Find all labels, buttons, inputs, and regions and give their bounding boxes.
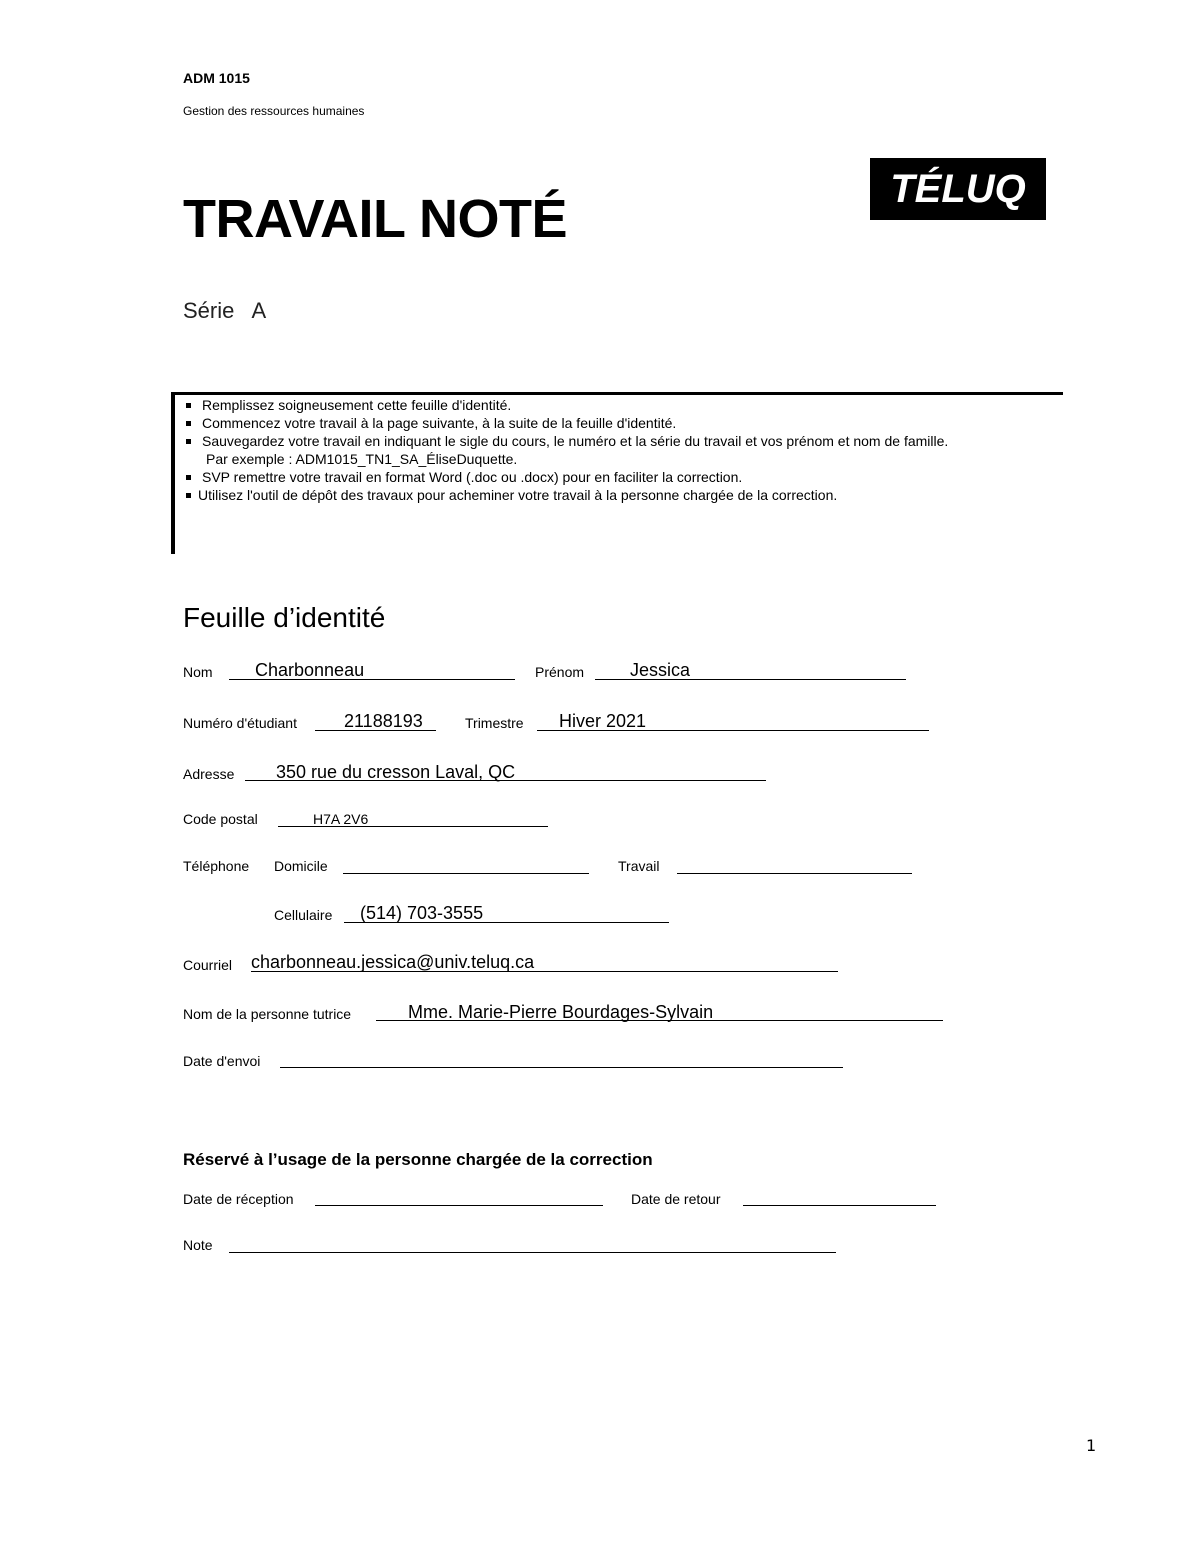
work-phone-line [677, 873, 912, 874]
instructions-list [186, 396, 948, 504]
first-name-field[interactable]: Jessica [630, 660, 691, 680]
bullet-icon [186, 421, 191, 426]
cell-phone-field[interactable]: (514) 703-3555 [360, 903, 484, 923]
student-number-label: Numéro d'étudiant [183, 715, 297, 731]
instruction-item: Remplissez soigneusement cette feuille d'identité. [186, 396, 948, 414]
instruction-example: Par exemple : ADM1015_TN1_SA_ÉliseDuquette. [206, 451, 518, 467]
instruction-item: Utilisez l'outil de dépôt des travaux pour acheminer votre travail à la personne chargée de la correction. [186, 486, 948, 504]
term-field[interactable]: Hiver 2021 [559, 711, 647, 731]
document-title: TRAVAIL NOTÉ [183, 189, 567, 249]
course-name: Gestion des ressources humaines [183, 104, 365, 118]
bullet-icon [186, 403, 191, 408]
first-name-label: Prénom [535, 664, 585, 680]
last-name-label: Nom [183, 664, 213, 680]
bullet-icon [186, 493, 191, 498]
email-field[interactable]: charbonneau.jessica@univ.teluq.ca [251, 952, 535, 972]
reserved-section-title: Réservé à l’usage de la personne chargée de la correction [183, 1150, 653, 1169]
tutor-label: Nom de la personne tutrice [183, 1006, 352, 1022]
address-field[interactable]: 350 rue du cresson Laval, QC [276, 762, 516, 782]
bullet-icon [186, 439, 191, 444]
instruction-item: Commencez votre travail à la page suivante, à la suite de la feuille d'identité. [186, 414, 948, 432]
teluq-logo: TÉLUQ [870, 158, 1046, 220]
identity-sheet-title: Feuille d’identité [183, 602, 386, 633]
phone-label: Téléphone [183, 858, 250, 874]
term-label: Trimestre [465, 715, 524, 731]
bullet-icon [186, 475, 191, 480]
last-name-field[interactable]: Charbonneau [255, 660, 365, 680]
reception-date-line [315, 1205, 603, 1206]
return-date-label: Date de retour [631, 1191, 721, 1207]
send-date-line [280, 1067, 843, 1068]
postal-code-field[interactable]: H7A 2V6 [313, 811, 369, 827]
series-label: Série A [183, 298, 267, 323]
instructions-box-top-border [172, 392, 1063, 395]
postal-code-label: Code postal [183, 811, 258, 827]
tutor-field[interactable]: Mme. Marie-Pierre Bourdages-Sylvain [408, 1002, 714, 1022]
address-label: Adresse [183, 766, 235, 782]
student-number-field[interactable]: 21188193 [344, 711, 423, 731]
instruction-item: SVP remettre votre travail en format Word (.doc ou .docx) pour en faciliter la correction. [186, 468, 948, 486]
instructions-box-left-border [171, 392, 175, 554]
email-label: Courriel [183, 957, 233, 973]
page-number: 1 [1086, 1436, 1097, 1455]
send-date-label: Date d'envoi [183, 1053, 261, 1069]
home-phone-label: Domicile [274, 858, 328, 874]
reception-date-label: Date de réception [183, 1191, 294, 1207]
grade-label: Note [183, 1237, 213, 1253]
work-phone-label: Travail [618, 858, 660, 874]
instruction-item: Sauvegardez votre travail en indiquant le sigle du cours, le numéro et la série du travail et vos prénom et nom de famille. [186, 432, 948, 450]
grade-line [229, 1252, 836, 1253]
return-date-line [743, 1205, 936, 1206]
home-phone-line [343, 873, 589, 874]
cell-phone-label: Cellulaire [274, 907, 333, 923]
course-code: ADM 1015 [183, 70, 250, 86]
